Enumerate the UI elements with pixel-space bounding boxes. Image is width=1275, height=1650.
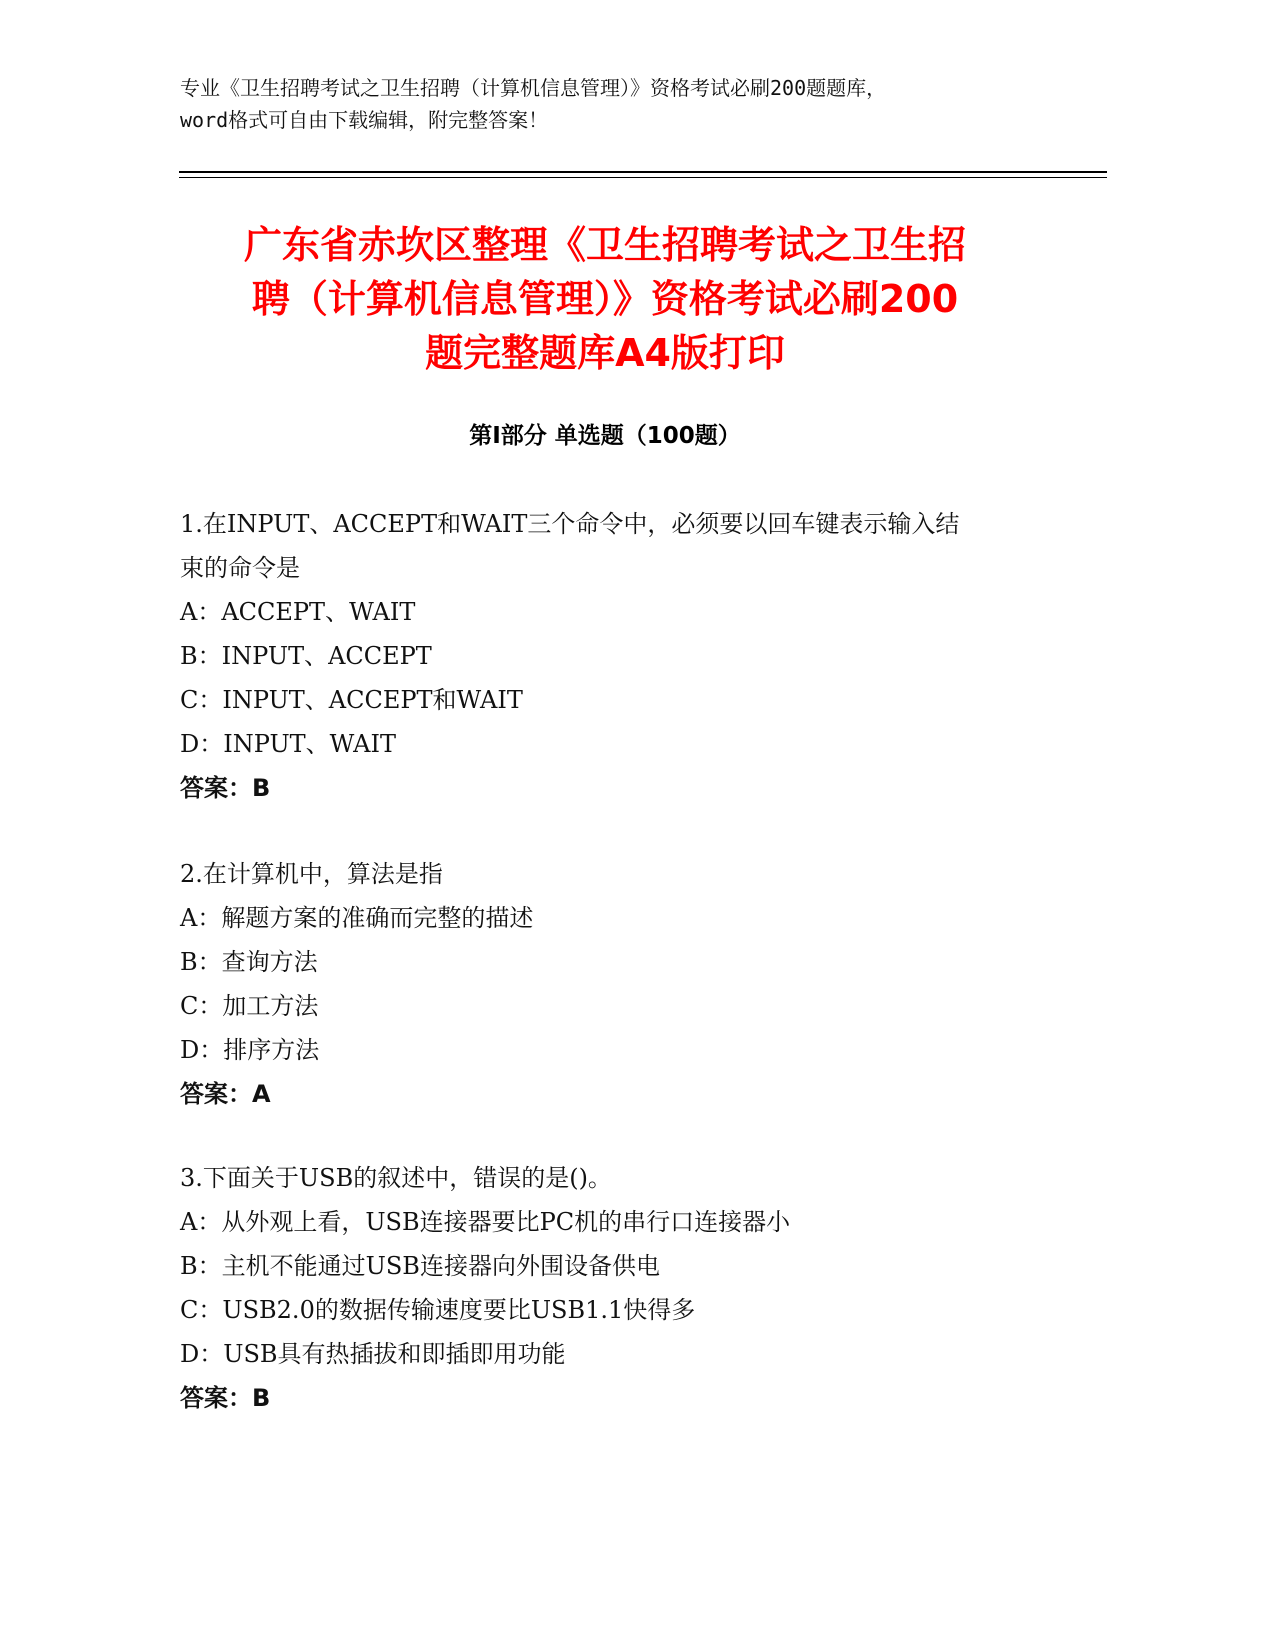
document-title — [180, 218, 1030, 380]
header-note-line-2: word格式可自由下载编辑，附完整答案！ — [180, 108, 549, 132]
question-3-stem-line-1: 3.下面关于USB的叙述中，错误的是()。 — [180, 1164, 612, 1192]
question-2-option-a: A：解题方案的准确而完整的描述 — [180, 904, 534, 932]
question-2-option-c: C：加工方法 — [180, 992, 319, 1020]
section-title: 第Ⅰ部分 单选题（100题） — [469, 423, 741, 449]
document-title-line-1: 广东省赤坎区整理《卫生招聘考试之卫生招 — [243, 223, 966, 267]
question-2 — [180, 852, 1080, 1116]
question-3-option-c: C：USB2.0的数据传输速度要比USB1.1快得多 — [180, 1296, 696, 1324]
question-2-stem-line-1: 2.在计算机中，算法是指 — [180, 860, 443, 888]
header-note-line-1: 专业《卫生招聘考试之卫生招聘（计算机信息管理）》资格考试必刷200题题库， — [180, 76, 887, 100]
question-1-option-b: B：INPUT、ACCEPT — [180, 642, 432, 670]
question-3-option-b: B：主机不能通过USB连接器向外围设备供电 — [180, 1252, 660, 1280]
question-1-option-d: D：INPUT、WAIT — [180, 730, 396, 758]
question-3-option-d: D：USB具有热插拔和即插即用功能 — [180, 1340, 566, 1368]
question-1-answer: 答案：B — [180, 774, 271, 802]
question-1-stem-line-2: 束的命令是 — [180, 554, 300, 582]
question-1-option-c: C：INPUT、ACCEPT和WAIT — [180, 686, 523, 714]
question-3-answer: 答案：B — [180, 1384, 271, 1412]
question-2-option-d: D：排序方法 — [180, 1036, 320, 1064]
header-note — [180, 72, 1060, 136]
question-1 — [180, 502, 1080, 810]
document-title-line-3: 题完整题库A4版打印 — [425, 331, 785, 375]
document-title-line-2: 聘（计算机信息管理）》资格考试必刷200 — [251, 277, 959, 321]
header-divider-thin — [179, 177, 1107, 178]
question-2-option-b: B：查询方法 — [180, 948, 318, 976]
question-3 — [180, 1156, 1080, 1420]
question-1-stem-line-1: 1.在INPUT、ACCEPT和WAIT三个命令中，必须要以回车键表示输入结 — [180, 510, 960, 538]
header-divider-thick — [179, 171, 1107, 173]
question-2-answer: 答案：A — [180, 1080, 271, 1108]
question-1-option-a: A：ACCEPT、WAIT — [180, 598, 416, 626]
question-3-option-a: A：从外观上看，USB连接器要比PC机的串行口连接器小 — [180, 1208, 791, 1236]
